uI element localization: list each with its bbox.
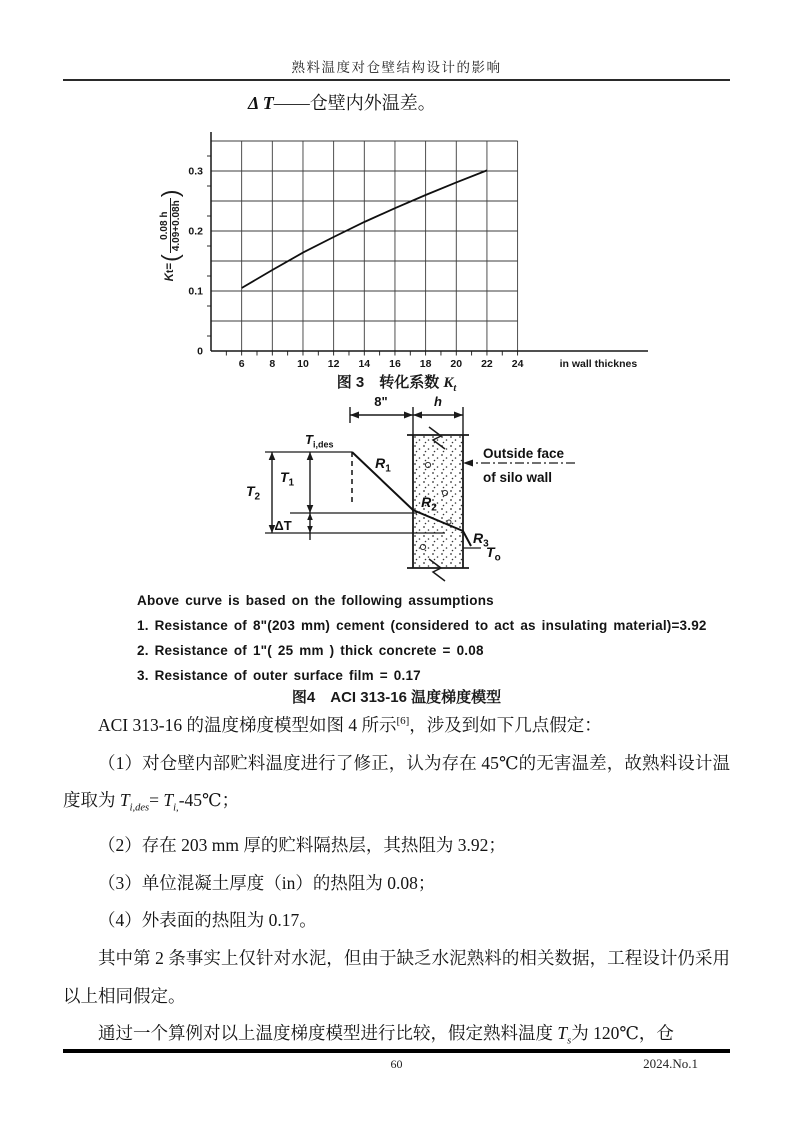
svg-text:0.3: 0.3 xyxy=(188,165,203,178)
paragraph-assumption-3: （3）单位混凝土厚度（in）的热阻为 0.08； xyxy=(98,872,436,893)
t-in-design-label: $T_{i,des}$ xyxy=(305,432,334,450)
figure3-caption-k-sub: t xyxy=(453,383,457,394)
paragraph-assumption-4: （4）外表面的热阻为 0.17。 xyxy=(98,910,317,931)
figure3-caption-k: K xyxy=(443,375,454,391)
outside-face-arrowhead xyxy=(463,460,473,467)
chart-axes xyxy=(211,132,648,351)
ylabel-k: K xyxy=(164,273,176,282)
body-text xyxy=(63,707,730,1060)
p2-t-ides: T xyxy=(119,790,130,811)
paragraph-assumption-2: （2）存在 203 mm 厚的贮料隔热层，其热阻为 3.92； xyxy=(98,835,506,856)
ylabel-eq: = xyxy=(164,262,176,270)
issue-number: 2024.No.1 xyxy=(643,1056,698,1071)
figure4-diagram xyxy=(233,390,603,592)
p2-eq: = xyxy=(149,790,164,811)
footer-rule xyxy=(63,1049,730,1053)
paragraph-assumption-1 xyxy=(63,745,730,828)
chart-x-axis-label: in wall thicknes xyxy=(559,358,638,370)
svg-text:18: 18 xyxy=(419,358,432,370)
running-head-title: 熟料温度对仓壁结构设计的影响 xyxy=(291,60,502,75)
figure4-caption: 图4 ACI 313-16 温度梯度模型 xyxy=(291,689,502,706)
paragraph-intro xyxy=(63,707,730,745)
assumption-item-1: 1. Resistance of 8"(203 mm) cement (considered to act as insulating material)=3.92 xyxy=(137,618,707,633)
svg-text:12: 12 xyxy=(327,358,340,370)
ylabel-numerator: 0.08 h xyxy=(159,198,171,253)
p7-t-s: T xyxy=(557,1023,568,1044)
p7-text-b: 为 120℃，仓 xyxy=(571,1023,674,1044)
p2-t-i: T xyxy=(163,790,174,811)
figure3-chart-svg xyxy=(138,118,668,370)
p2-text: （1）对仓壁内部贮料温度进行了修正，认为存在 45℃的无害温差，故熟料设计温度取为 xyxy=(63,752,730,811)
figure4-assumptions xyxy=(137,588,712,688)
figure3-y-axis-label xyxy=(155,159,185,311)
delta-t-definition xyxy=(248,89,436,115)
svg-text:8: 8 xyxy=(269,358,276,370)
t-outside-label: $T_o$ xyxy=(486,544,501,564)
ylabel-close-paren: ) xyxy=(156,189,183,198)
p2-t-i-sub: i, xyxy=(173,802,179,814)
r1-label: $R_1$ xyxy=(375,455,391,475)
chart-gridlines xyxy=(211,141,518,351)
svg-text:20: 20 xyxy=(450,358,463,370)
p7-text: 通过一个算例对以上温度梯度模型进行比较，假定熟料温度 xyxy=(98,1023,558,1044)
citation-6: [6] xyxy=(396,715,410,728)
p2-text-c: -45℃； xyxy=(178,790,240,811)
outside-face-label-line1: Outside face xyxy=(483,446,565,461)
p7-t-s-sub: s xyxy=(567,1035,572,1047)
outside-face-label-line2: of silo wall xyxy=(483,470,553,485)
r2-label: $R_2$ xyxy=(421,494,437,514)
p2-t-ides-sub: i,des xyxy=(129,802,150,814)
figure3-chart-canvas xyxy=(138,118,673,375)
delta-symbol: Δ xyxy=(248,93,263,113)
chart-minor-ticks xyxy=(207,156,518,356)
wall-thickness-dim: h xyxy=(434,394,442,409)
svg-text:16: 16 xyxy=(389,358,401,370)
ylabel-open-paren: ( xyxy=(156,254,183,262)
svg-text:10: 10 xyxy=(297,358,309,370)
svg-text:0.1: 0.1 xyxy=(188,285,203,298)
assumption-item-2: 2. Resistance of 1"( 25 mm ) thick concrete = 0.08 xyxy=(137,643,484,658)
figure4-svg xyxy=(233,390,603,592)
p1-text: ACI 313-16 的温度梯度模型如图 4 所示 xyxy=(98,715,397,735)
delta-t-label: ΔT xyxy=(274,518,292,533)
insulation-thickness-dim: 8" xyxy=(374,394,388,409)
paragraph-example xyxy=(63,1015,730,1060)
svg-text:0.2: 0.2 xyxy=(188,225,203,238)
dimension-lines xyxy=(350,407,463,435)
page-number: 60 xyxy=(390,1057,403,1071)
chart-tick-labels xyxy=(188,166,637,371)
delta-t-text: ——仓壁内外温差。 xyxy=(273,93,436,113)
ylabel-k-sub: t xyxy=(164,269,176,274)
t-variable: T xyxy=(262,93,274,113)
t1-label: $T_1$ xyxy=(279,469,295,489)
figure3-caption-text: 图 3 转化系数 xyxy=(336,374,444,391)
svg-text:22: 22 xyxy=(481,358,493,370)
paragraph-note: 其中第 2 条事实上仅针对水泥，但由于缺乏水泥熟料的相关数据，工程设计仍采用以上相同假定。 xyxy=(63,948,730,1006)
p1-text-b: ，涉及到如下几点假定： xyxy=(409,715,602,735)
header-rule xyxy=(63,79,730,81)
svg-text:24: 24 xyxy=(511,358,524,370)
ylabel-denominator: 4.09+0.08h xyxy=(170,200,182,252)
r3-label: $R_3$ xyxy=(473,530,489,550)
svg-text:0: 0 xyxy=(197,345,203,358)
svg-text:14: 14 xyxy=(358,358,371,370)
silo-wall-section xyxy=(407,427,469,581)
ylabel-fraction xyxy=(159,198,182,253)
figure3-chart xyxy=(138,118,673,370)
assumption-heading: Above curve is based on the following assumptions xyxy=(137,593,494,608)
t2-label: $T_2$ xyxy=(245,483,261,503)
assumption-item-3: 3. Resistance of outer surface film = 0.17 xyxy=(137,668,421,683)
svg-text:6: 6 xyxy=(238,358,245,370)
